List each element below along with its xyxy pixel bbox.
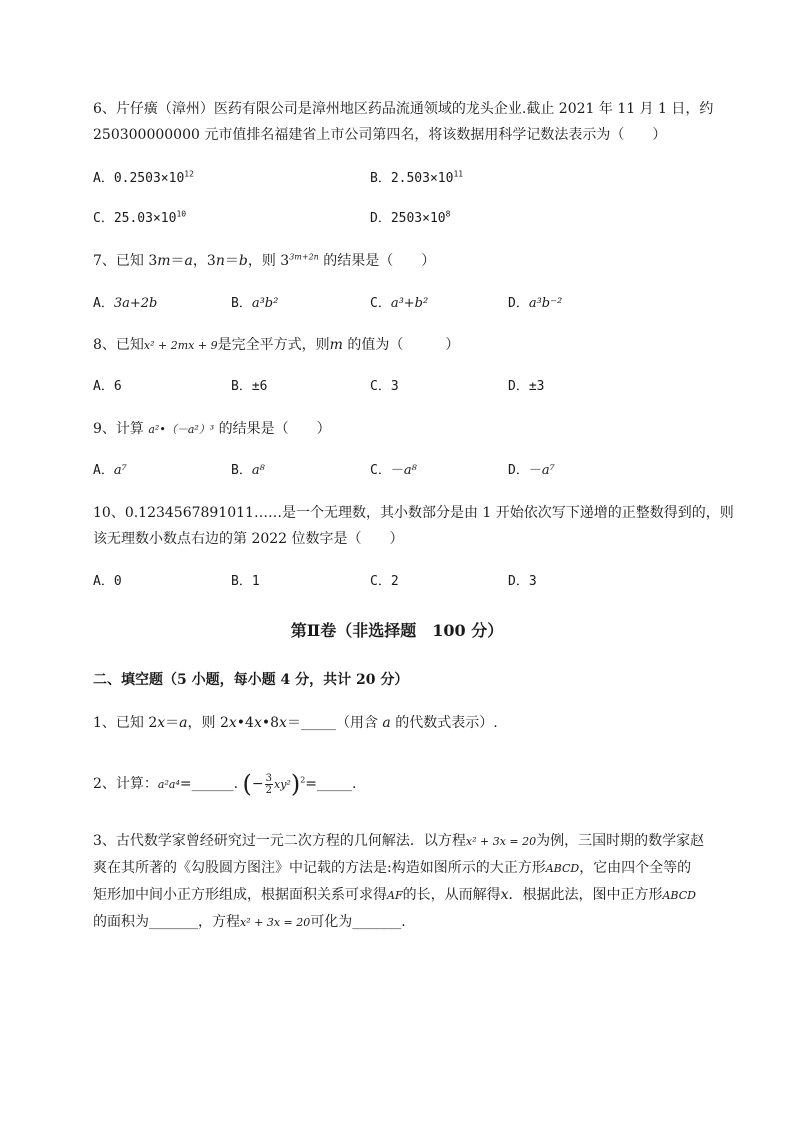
q9-option-c[interactable] [370,462,417,480]
q9-option-d-expr: a⁷ [541,463,555,478]
fill3-text: 矩形加中间小正方形组成，根据面积关系可求得 [93,887,387,903]
q7-option-c-label: C． [370,296,391,311]
fill1-var-x: x [228,715,237,731]
q9-option-d[interactable] [508,462,555,480]
q6-stem-line2: 250300000000 元市值排名福建省上市公司第四名，将该数据用科学记数法表示为（ ） [93,127,667,143]
fill1-text: ，则 2 [187,715,229,731]
fill1-blank[interactable]: ＝_____（用含 [286,715,383,731]
q7-var-a: a [184,253,193,269]
fill3-text: 的长，从而解得 [402,887,501,903]
fill2-fraction [265,773,273,796]
fill3-line2 [93,859,691,878]
fill3-line1 [93,832,704,851]
fill1-var-x: x [157,715,166,731]
q10-option-a[interactable]: A．0 [93,574,122,589]
q8-var-m: m [329,337,343,353]
q8-text: 8、已知 [93,337,144,353]
q7-option-a-expr: 3a+2b [113,296,158,311]
q10-option-b[interactable]: B．1 [231,574,260,589]
fill3-text: 为例，三国时期的数学家赵 [536,833,705,849]
q9-option-a-expr: a⁷ [113,463,127,478]
fill1-var-a: a [382,715,391,731]
q7-text: ，则 3 [247,253,290,269]
q7-eq: ＝ [170,253,185,269]
q6-option-b-exponent: 11 [453,169,464,179]
fill2-left-paren: ( [242,770,252,798]
fill2-text: 2、计算： [93,776,158,792]
fill2-minus: − [251,776,264,792]
fill2-blank-2[interactable]: =_____. [305,776,357,792]
q7-eq: ＝ [224,253,239,269]
fill3-text: 3、古代数学家曾经研究过一元二次方程的几何解法．以方程 [93,833,466,849]
q6-stem-line1: 6、片仔癀（漳州）医药有限公司是漳州地区药品流通领域的龙头企业.截止 2021 年 11 月 1 日，约 [93,101,714,117]
q10-option-c[interactable]: C．2 [370,574,399,589]
fill2-fraction-denominator: 2 [265,784,272,796]
q8-option-b[interactable]: B．±6 [231,379,268,394]
fill2-outer-exponent: 2 [300,775,306,785]
q10-stem-line1: 10、0.1234567891011……是一个无理数，其小数部分是由 1 开始依次写下递增的正整数得到的，则 [93,505,734,521]
fill1-stem [93,714,498,732]
q6-option-c[interactable] [93,210,186,228]
fill3-equation: x² + 3x = 20 [465,835,537,848]
q7-var-n: n [215,253,225,269]
q7-text: 的结果是（ ） [318,253,436,269]
q7-option-b-label: B． [231,296,252,311]
fill3-square-label: ABCD [662,889,696,902]
q6-option-b[interactable] [370,170,463,188]
q6-option-a-exponent: 12 [184,169,194,179]
fill2-term: xy² [273,778,291,791]
q7-option-d-label: D． [508,296,529,311]
q6-option-d-text: D．2503×10 [370,211,446,226]
q7-text: 7、已知 3 [93,253,158,269]
fill3-line3 [93,886,696,905]
q9-text: 的结果是（ ） [214,421,331,437]
fill3-segment-label: AF [387,889,403,902]
q6-option-c-text: C．25.03×10 [93,211,177,226]
fill1-text: 的代数式表示）. [390,715,498,731]
fill2-fraction-numerator: 3 [265,772,272,784]
q6-option-a[interactable] [93,170,194,188]
fill1-eq: ＝ [165,715,180,731]
fill2-expression: a²a⁴ [157,778,180,791]
q9-text: 9、计算 [93,421,149,437]
q9-option-a[interactable] [93,462,127,480]
q7-text: ，3 [192,253,216,269]
q8-option-c[interactable]: C．3 [370,379,399,394]
fill3-text: 的面积为_______，方程 [93,914,240,930]
fill1-text: •4 [236,715,254,731]
fill1-var-x: x [253,715,262,731]
q7-option-a-label: A． [93,296,114,311]
q6-option-a-text: A．0.2503×10 [93,171,185,186]
q9-expression: a²•（－a²）³ [148,423,215,436]
fill2-right-paren: ) [290,770,301,798]
fill3-equation: x² + 3x = 20 [240,916,311,929]
q9-option-c-expr: a⁸ [403,463,417,478]
q8-text: 是完全平方式，则 [217,337,330,353]
q6-option-d[interactable] [370,210,450,228]
q9-option-b[interactable] [231,462,265,480]
part2-heading: 第Ⅱ卷（非选择题 100 分） [290,621,504,640]
q7-option-b[interactable] [231,295,278,313]
q8-text: 的值为（ ） [342,337,460,353]
fill3-square-label: ABCD [545,862,580,875]
q7-stem [93,252,435,270]
q7-option-b-expr: a³b² [251,296,279,311]
q7-var-b: b [238,253,248,269]
q8-stem [93,336,459,355]
fill1-text: •8 [261,715,280,731]
fill3-line4 [93,913,406,932]
fill3-text: ．根据此法，图中正方形 [508,887,663,903]
q9-option-b-expr: a⁸ [251,463,265,478]
q7-option-c[interactable] [370,295,428,313]
fill3-var-x: x [500,887,509,903]
q9-option-d-label: D．－ [508,463,542,478]
q7-option-a[interactable] [93,295,157,313]
fill3-text: 爽在其所著的《勾股圆方图注》中记载的方法是:构造如图所示的大正方形 [93,860,546,876]
q7-option-c-expr: a³+b² [390,296,429,311]
q9-option-b-label: B． [231,463,252,478]
q6-option-c-exponent: 10 [176,209,187,219]
fill3-text: ，它由四个全等的 [579,860,692,876]
q7-option-d[interactable] [508,295,562,313]
q7-exponent: 3m+2n [289,252,319,262]
q10-stem-line2: 该无理数小数点右边的第 2022 位数字是（ ） [93,531,404,547]
fill2-blank-1[interactable]: =______. [179,776,239,792]
q6-option-b-text: B．2.503×10 [370,171,454,186]
q8-option-d[interactable]: D．±3 [508,379,545,394]
q7-option-d-expr: a³b⁻² [528,296,563,311]
q9-option-c-label: C．－ [370,463,404,478]
q7-var-m: m [157,253,171,269]
fill3-text: 可化为_______. [310,914,406,930]
fill2-stem [93,767,356,802]
fill1-var-a: a [179,715,188,731]
q10-option-d[interactable]: D．3 [508,574,537,589]
q8-expression: x² + 2mx + 9 [143,339,218,352]
q9-stem [93,420,331,439]
fill1-var-x: x [279,715,287,731]
q9-option-a-label: A． [93,463,114,478]
fill1-text: 1、已知 2 [93,715,158,731]
q6-option-d-exponent: 8 [445,209,451,219]
section2-heading: 二、填空题（5 小题，每小题 4 分，共计 20 分） [93,672,409,688]
q8-option-a[interactable]: A．6 [93,379,122,394]
